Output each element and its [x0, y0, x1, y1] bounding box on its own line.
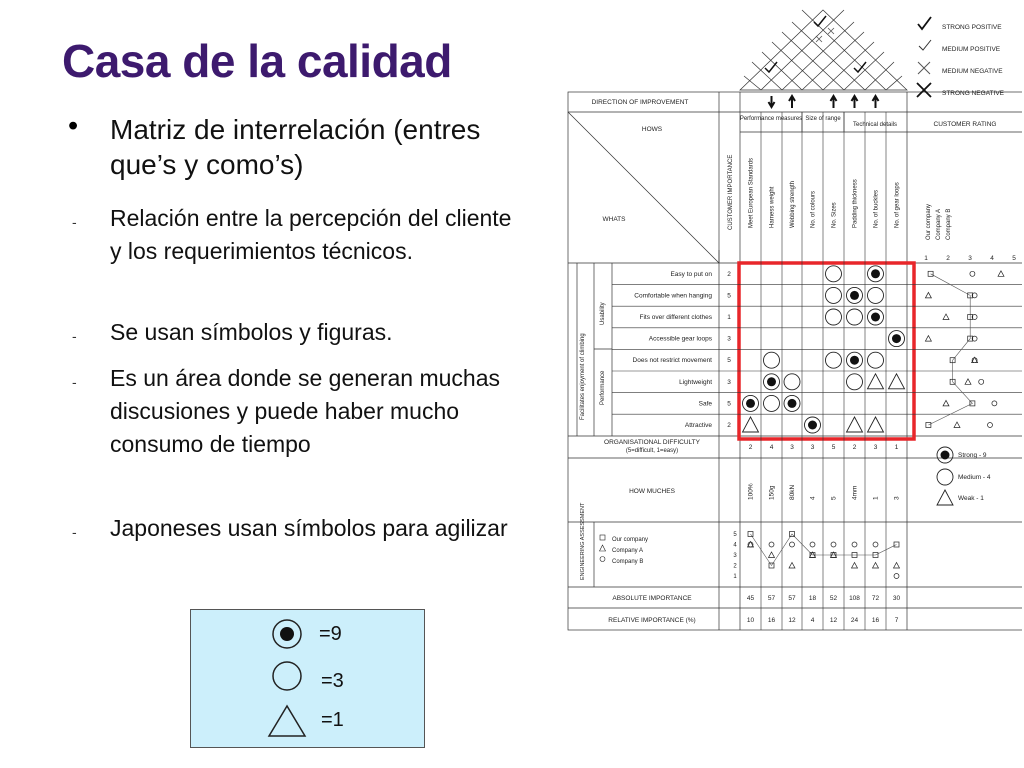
medium-relationship-icon — [868, 287, 884, 303]
sub-bullet-2: Se usan símbolos y figuras. — [110, 319, 393, 345]
eng-legend-label: Company B — [612, 559, 644, 565]
correlation-legend-label: MEDIUM POSITIVE — [942, 46, 1001, 53]
what-importance: 5 — [727, 292, 731, 300]
strong-relationship-dot — [788, 399, 797, 408]
medium-relationship-icon — [847, 374, 863, 390]
how-muches-label: HOW MUCHES — [629, 488, 675, 495]
medium-relationship-icon — [764, 352, 780, 368]
how-much-value: 4 — [809, 496, 817, 500]
how-label: No. Sizes — [831, 202, 838, 228]
what-importance: 2 — [727, 422, 731, 429]
how-label: No. of buckles — [873, 189, 880, 228]
what-importance: 5 — [727, 400, 731, 408]
weak-relationship-icon — [889, 374, 905, 389]
rating-scale-label: 4 — [990, 255, 994, 262]
what-importance: 1 — [727, 314, 731, 321]
how-label: Padding thickness — [852, 179, 859, 228]
rating-scale-label: 3 — [968, 255, 972, 262]
whats-label: WHATS — [602, 216, 626, 223]
roof-grid — [772, 42, 823, 90]
strong-relationship-dot — [850, 291, 859, 300]
absolute-importance-value: 57 — [767, 595, 776, 602]
relative-importance-label: RELATIVE IMPORTANCE (%) — [608, 617, 696, 624]
correlation-legend-label: MEDIUM NEGATIVE — [942, 68, 1003, 75]
interrelation-matrix-highlight — [739, 263, 914, 439]
relationship-legend-label: Strong - 9 — [958, 452, 987, 459]
eng-b-marker — [810, 542, 815, 547]
symbol-legend-box — [190, 609, 425, 748]
engineering-assessment-label: ENGINEERING ASSESSMENT — [580, 502, 586, 580]
page-title: Casa de la calidad — [62, 35, 452, 87]
legend-symbols — [191, 610, 424, 747]
eng-b-marker — [852, 542, 857, 547]
org-difficulty-value: 2 — [748, 444, 753, 451]
eng-scale-label: 5 — [733, 532, 737, 538]
eng-b-marker — [873, 542, 878, 547]
roof-grid — [792, 22, 865, 90]
legend-medium-icon — [937, 469, 953, 485]
roof-check-icon — [814, 16, 826, 26]
roof-grid — [823, 42, 874, 90]
eng-a-icon — [600, 545, 606, 551]
arrow-up-icon — [789, 96, 795, 108]
what-label: Fits over different clothes — [639, 314, 712, 321]
how-much-value: 150g — [768, 485, 776, 500]
medium-positive-icon — [919, 40, 931, 50]
group-performance-label: Performance measures — [739, 116, 803, 122]
how-label: Webbing strength — [790, 181, 796, 228]
strong-relationship-dot — [808, 421, 817, 430]
how-much-value: 100% — [747, 483, 755, 500]
eng-a-marker — [873, 563, 879, 569]
how-label: Meet European Standards — [748, 157, 755, 228]
side-performance-label: Performance — [600, 370, 606, 405]
what-label: Attractive — [684, 422, 712, 429]
absolute-importance-value: 18 — [808, 595, 817, 602]
how-label: No. of gear loops — [894, 182, 901, 228]
eng-scale-label: 4 — [733, 542, 737, 549]
what-label: Lightweight — [679, 378, 712, 386]
hows-whats-diagonal — [568, 112, 719, 263]
rating-scale-label: 1 — [924, 255, 928, 262]
eng-a-marker — [852, 563, 858, 569]
bullet-dot: • — [68, 110, 79, 142]
our-company-marker — [928, 271, 933, 276]
sub-bullet-1: Relación entre la percepción del cliente y los requerimientos técnicos. — [110, 205, 512, 264]
company-a-marker — [943, 400, 949, 406]
eng-b-marker — [831, 542, 836, 547]
eng-b-marker — [894, 574, 899, 579]
eng-legend-label: Company A — [612, 548, 644, 554]
strong-value: =9 — [319, 623, 342, 645]
correlation-roof — [740, 10, 907, 90]
main-bullet-text: Matriz de interrelación (entres que’s y como’s) — [110, 114, 481, 180]
strong-symbol-dot — [280, 627, 294, 641]
rating-scale-label: 2 — [946, 255, 950, 262]
correlation-legend-label: STRONG NEGATIVE — [942, 90, 1004, 97]
weak-relationship-icon — [743, 417, 759, 432]
relationship-legend-label: Medium - 4 — [958, 474, 991, 481]
roof-check-icon — [765, 62, 777, 72]
relative-importance-value: 12 — [788, 617, 796, 624]
rating-legend-label: Company A — [936, 208, 942, 240]
legend-weak-icon — [937, 490, 953, 505]
sub-bullet-dash: - — [72, 374, 77, 390]
eng-a-marker — [769, 552, 775, 558]
eng-scale-label: 2 — [733, 563, 737, 570]
org-difficulty-sub-label: (5=difficult, 1=easy) — [625, 448, 679, 454]
medium-relationship-icon — [826, 352, 842, 368]
relative-importance-value: 7 — [894, 617, 899, 624]
strong-relationship-dot — [767, 377, 776, 386]
weak-relationship-icon — [847, 417, 863, 432]
org-difficulty-value: 3 — [810, 444, 815, 451]
org-difficulty-value: 1 — [894, 444, 899, 451]
arrow-up-icon — [852, 96, 858, 108]
sub-bullet-dash: - — [72, 328, 77, 344]
rating-legend-label: Our company — [926, 203, 932, 240]
absolute-importance-value: 108 — [849, 595, 860, 602]
rating-legend-label: Company B — [946, 208, 952, 240]
medium-relationship-icon — [826, 287, 842, 303]
roof-grid — [782, 22, 854, 90]
customer-importance-label: CUSTOMER IMPORTANCE — [728, 154, 734, 230]
sub-bullet-3: Es un área donde se generan muchas discusiones y puede haber mucho consumo de tiempo — [110, 365, 500, 457]
medium-negative-icon — [918, 62, 930, 74]
org-difficulty-value: 4 — [769, 444, 774, 451]
strong-positive-icon — [918, 17, 931, 29]
company-a-marker — [954, 422, 960, 428]
company-b-marker — [992, 401, 997, 406]
medium-symbol-icon — [273, 662, 301, 690]
org-difficulty-value: 5 — [831, 444, 836, 451]
what-label: Safe — [698, 400, 712, 408]
eng-scale-label: 3 — [733, 553, 737, 559]
eng-a-marker — [894, 563, 900, 569]
weak-relationship-icon — [868, 374, 884, 389]
strong-relationship-dot — [746, 399, 755, 408]
customer-rating-label: CUSTOMER RATING — [933, 121, 997, 128]
org-difficulty-label: ORGANISATIONAL DIFFICULTY — [604, 439, 700, 446]
how-much-value: 3 — [893, 496, 901, 500]
medium-relationship-icon — [764, 395, 780, 411]
legend-strong-dot — [941, 451, 950, 460]
roof-grid — [802, 32, 864, 90]
rating-scale-label: 5 — [1012, 255, 1016, 262]
absolute-importance-value: 45 — [746, 595, 755, 602]
what-label: Does not restrict movement — [632, 357, 712, 365]
company-a-marker — [925, 336, 931, 342]
relative-importance-value: 16 — [767, 617, 776, 624]
house-of-quality-diagram — [552, 0, 1022, 640]
direction-of-improvement-label: DIRECTION OF IMPROVEMENT — [591, 99, 689, 106]
absolute-importance-value: 57 — [788, 595, 796, 602]
how-label: No. of colours — [810, 190, 817, 228]
what-importance: 3 — [727, 335, 731, 343]
how-label: Harness weight — [769, 186, 776, 228]
sub-bullet-4: Japoneses usan símbolos para agilizar — [110, 515, 508, 541]
side-usability-label: Usability — [600, 302, 606, 325]
absolute-importance-label: ABSOLUTE IMPORTANCE — [612, 595, 692, 602]
relative-importance-value: 12 — [829, 617, 838, 624]
strong-negative-icon — [917, 83, 931, 97]
medium-relationship-icon — [826, 309, 842, 325]
eng-our-icon — [600, 535, 605, 540]
weak-relationship-icon — [868, 417, 884, 432]
org-difficulty-value: 3 — [790, 444, 794, 451]
correlation-legend-label: STRONG POSITIVE — [942, 24, 1002, 31]
what-label: Comfortable when hanging — [634, 292, 712, 300]
eng-a-marker — [789, 563, 795, 569]
medium-relationship-icon — [826, 266, 842, 282]
eng-legend-label: Our company — [612, 537, 649, 543]
sub-bullet-dash: - — [72, 524, 77, 540]
strong-relationship-dot — [871, 313, 880, 322]
strong-relationship-dot — [871, 269, 880, 278]
what-label: Accessible gear loops — [648, 335, 712, 343]
what-label: Easy to put on — [670, 270, 712, 278]
roof-grid — [752, 62, 782, 90]
relative-importance-value: 10 — [746, 617, 755, 624]
group-size-label: Size of range — [805, 116, 841, 122]
company-a-marker — [943, 314, 949, 320]
company-a-marker — [998, 271, 1004, 277]
absolute-importance-value: 52 — [829, 595, 838, 602]
strong-relationship-dot — [850, 356, 859, 365]
eng-b-marker — [790, 542, 795, 547]
eng-b-marker — [769, 542, 774, 547]
medium-value: =3 — [321, 670, 344, 692]
org-difficulty-value: 2 — [852, 444, 857, 451]
weak-symbol-icon — [269, 706, 305, 736]
company-b-marker — [979, 379, 984, 384]
medium-relationship-icon — [847, 309, 863, 325]
company-a-marker — [965, 379, 971, 385]
relative-importance-value: 24 — [850, 617, 859, 624]
medium-relationship-icon — [784, 374, 800, 390]
roof-grid — [844, 52, 884, 90]
company-b-marker — [988, 423, 993, 428]
eng-scale-label: 1 — [733, 574, 737, 580]
how-much-value: 1 — [872, 496, 880, 500]
how-much-value: 5 — [830, 496, 838, 500]
arrow-up-icon — [873, 96, 879, 108]
medium-relationship-icon — [868, 352, 884, 368]
company-b-marker — [970, 271, 975, 276]
what-importance: 5 — [727, 357, 731, 365]
arrow-up-icon — [831, 96, 837, 108]
what-importance: 3 — [727, 378, 731, 386]
relative-importance-value: 16 — [871, 617, 880, 624]
arrow-down-icon — [769, 96, 775, 107]
group-technical-label: Technical details — [852, 122, 898, 128]
relationship-legend-label: Weak - 1 — [958, 495, 984, 502]
how-much-value: 80kN — [789, 484, 796, 500]
relative-importance-value: 4 — [810, 617, 815, 624]
hows-label: HOWS — [641, 126, 663, 133]
absolute-importance-value: 30 — [892, 595, 901, 602]
strong-relationship-dot — [892, 334, 901, 343]
company-a-marker — [925, 292, 931, 298]
what-importance: 2 — [727, 270, 731, 278]
how-much-value: 4mm — [851, 485, 859, 500]
weak-value: =1 — [321, 709, 344, 731]
org-difficulty-value: 3 — [873, 444, 878, 451]
eng-our-line — [751, 534, 897, 566]
roof-cross-icon — [816, 28, 834, 42]
sub-bullet-dash: - — [72, 214, 77, 230]
side-main-label: Facilitates enjoyment of climbing — [580, 333, 586, 420]
eng-b-icon — [600, 557, 605, 562]
absolute-importance-value: 72 — [871, 595, 880, 602]
